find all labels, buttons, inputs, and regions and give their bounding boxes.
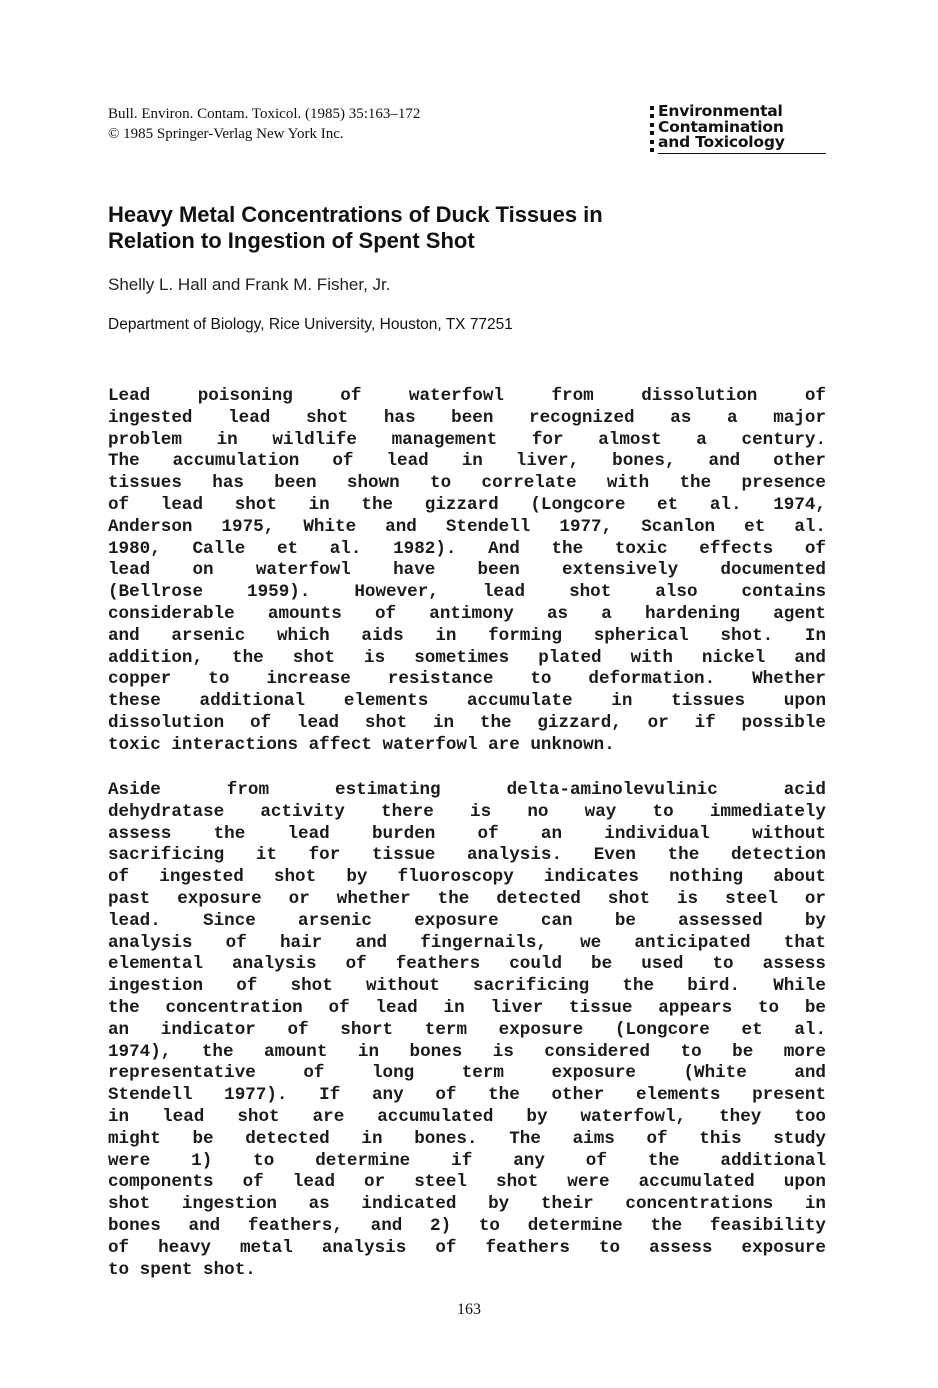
text-line: analysis of hair and fingernails, we anticipated that (108, 932, 826, 953)
text-line: 1974), the amount in bones is considered to be more (108, 1041, 826, 1062)
text-line: lead. Since arsenic exposure can be assessed by (108, 910, 826, 931)
text-line: Aside from estimating delta-aminolevulinic acid (108, 780, 826, 800)
text-line: ingestion of shot without sacrificing the bird. While (108, 976, 826, 997)
text-line: past exposure or whether the detected shot is steel or (108, 888, 826, 909)
logo-underline (658, 153, 826, 155)
text-line: copper to increase resistance to deformation. Whether (108, 669, 826, 690)
affiliation: Department of Biology, Rice University, Houston, TX 77251 (108, 316, 513, 333)
journal-logo-line: Contamination (658, 117, 784, 136)
text-line: to spent shot. (108, 1259, 256, 1280)
text-line: components of lead or steel shot were accumulated upon (108, 1172, 826, 1193)
text-line: the concentration of lead in liver tissue appears to be (108, 997, 826, 1018)
journal-logo-line: and Toxicology (658, 133, 785, 151)
title-line: Heavy Metal Concentrations of Duck Tissues in (108, 202, 603, 227)
text-line: lead on waterfowl have been extensively documented (108, 560, 826, 581)
article-title (108, 202, 603, 254)
text-line: problem in wildlife management for almost a century. (108, 429, 826, 450)
text-line: sacrificing it for tissue analysis. Even the detection (108, 845, 826, 866)
copyright-line: © 1985 Springer-Verlag New York Inc. (108, 126, 344, 142)
citation-header (108, 104, 420, 144)
journal-logo-line: Environmental (658, 102, 783, 120)
text-line: bones and feathers, and 2) to determine the feasibility (108, 1215, 826, 1236)
text-line: of ingested shot by fluoroscopy indicates nothing about (108, 867, 826, 888)
body-paragraph (108, 386, 826, 757)
text-line: tissues has been shown to correlate with the presence (108, 473, 826, 494)
page-number: 163 (457, 1301, 481, 1318)
text-line: addition, the shot is sometimes plated with nickel and (108, 647, 826, 668)
text-line: Anderson 1975, White and Stendell 1977, Scanlon et al. (108, 516, 826, 537)
text-line: The accumulation of lead in liver, bones, and other (108, 451, 826, 472)
text-line: Stendell 1977). If any of the other elements present (108, 1085, 826, 1106)
title-line: Relation to Ingestion of Spent Shot (108, 228, 475, 253)
journal-logo (650, 104, 826, 154)
text-line: of lead shot in the gizzard (Longcore et al. 1974, (108, 494, 826, 515)
text-line: Lead poisoning of waterfowl from dissolution of (108, 386, 826, 406)
text-line: 1980, Calle et al. 1982). And the toxic effects of (108, 538, 826, 559)
text-line: elemental analysis of feathers could be used to assess (108, 954, 826, 975)
logo-mark-icon (650, 106, 655, 152)
text-line: toxic interactions affect waterfowl are unknown. (108, 734, 615, 755)
text-line: these additional elements accumulate in tissues upon (108, 691, 826, 712)
text-line: in lead shot are accumulated by waterfowl, they too (108, 1106, 826, 1127)
text-line: shot ingestion as indicated by their concentrations in (108, 1194, 826, 1215)
citation-line: Bull. Environ. Contam. Toxicol. (1985) 35:163–172 (108, 106, 421, 122)
authors: Shelly L. Hall and Frank M. Fisher, Jr. (108, 275, 391, 294)
text-line: assess the lead burden of an individual without (108, 823, 826, 844)
text-line: an indicator of short term exposure (Longcore et al. (108, 1019, 826, 1040)
text-line: might be detected in bones. The aims of this study (108, 1128, 826, 1149)
text-line: of heavy metal analysis of feathers to assess exposure (108, 1237, 826, 1258)
text-line: dissolution of lead shot in the gizzard, or if possible (108, 712, 826, 733)
text-line: representative of long term exposure (White and (108, 1063, 826, 1084)
body-paragraph (108, 780, 826, 1281)
text-line: dehydratase activity there is no way to immediately (108, 801, 826, 822)
text-line: ingested lead shot has been recognized as a major (108, 407, 826, 428)
text-line: considerable amounts of antimony as a hardening agent (108, 603, 826, 624)
text-line: were 1) to determine if any of the additional (108, 1150, 826, 1171)
text-line: and arsenic which aids in forming spherical shot. In (108, 625, 826, 646)
text-line: (Bellrose 1959). However, lead shot also contains (108, 582, 826, 603)
